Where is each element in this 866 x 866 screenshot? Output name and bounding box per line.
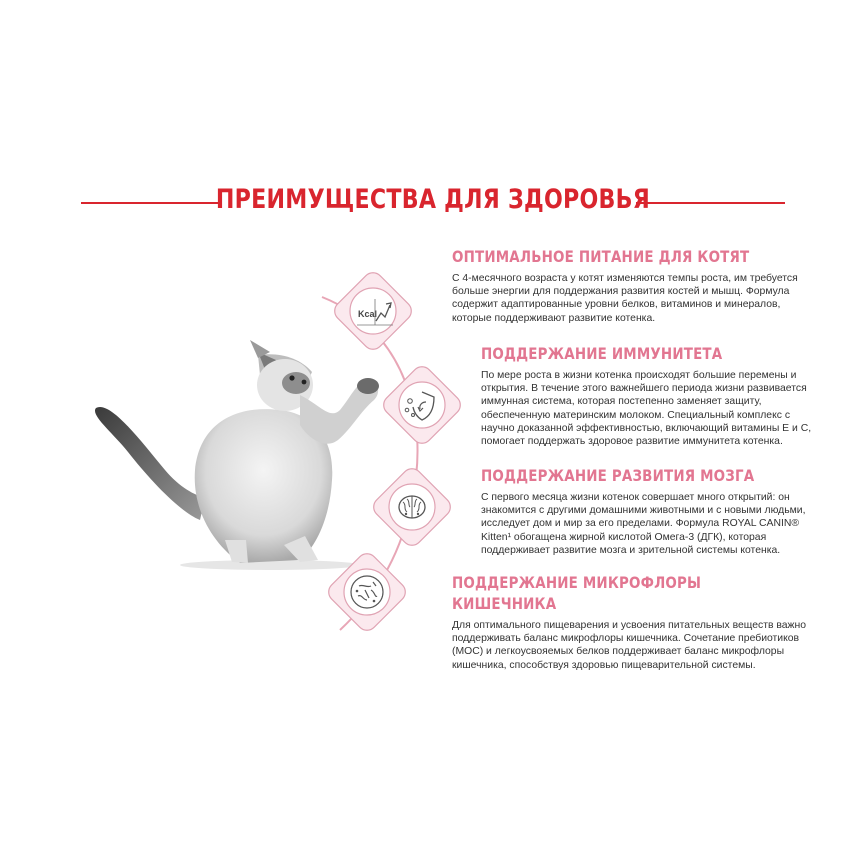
benefit-immunity — [481, 343, 811, 448]
body-line: По мере роста в жизни котенка происходят большие перемены и — [481, 370, 797, 381]
body-line: научно доказанной эффективностью, включающий витамины Е и С, — [481, 422, 812, 434]
body-line: знакомится с другими домашними животными и с новыми людьми, — [481, 505, 806, 517]
body-line: (МОС) и легкоусвояемых белков поддерживает баланс микрофлоры — [452, 646, 785, 658]
body-line: иммунная система, которая постепенно заменяет защиту, — [481, 396, 762, 408]
body-line: исследует дом и мир за его пределами. Формула ROYAL CANIN® — [481, 518, 800, 530]
benefit-microflora — [452, 572, 806, 672]
body-line: обеспеченную материнским молоком. Специальный комплекс с — [481, 409, 791, 421]
benefit-heading: ОПТИМАЛЬНОЕ ПИТАНИЕ ДЛЯ КОТЯТ — [452, 247, 750, 266]
kcal-growth-icon — [331, 269, 416, 354]
benefit-nutrition — [452, 246, 806, 325]
benefit-heading: ПОДДЕРЖАНИЕ ИММУНИТЕТА — [481, 344, 723, 363]
benefit-body — [481, 491, 806, 557]
body-line: помогает поддержать здоровое развитие иммунитета котенка. — [481, 436, 783, 448]
body-line: С первого месяца жизни котенок совершает много открытий: он — [481, 492, 790, 503]
benefit-brain — [481, 465, 806, 557]
body-line: больше энергии для поддержания развития костей и мышц. Формула — [452, 286, 790, 298]
page-title: ПРЕИМУЩЕСТВА ДЛЯ ЗДОРОВЬЯ — [215, 184, 651, 215]
immune-shield-icon — [380, 363, 465, 448]
body-line: С 4-месячного возраста у котят изменяются темпы роста, им требуется — [452, 273, 798, 284]
body-line: которые поддерживают развитие котенка. — [452, 312, 656, 324]
benefit-body — [452, 272, 806, 325]
body-line: содержит адаптированные уровни белков, витаминов и минералов, — [452, 299, 781, 311]
brain-icon — [370, 465, 455, 550]
kcal-icon-label: Kcal — [358, 309, 378, 319]
kitten-photo — [95, 340, 379, 570]
body-line: Для оптимального пищеварения и усвоения питательных веществ важно — [452, 620, 807, 631]
body-line: Kitten¹ обогащена жирной кислотой Омега-3 (ДГК), которая — [481, 531, 767, 543]
benefit-heading-line2: КИШЕЧНИКА — [452, 594, 557, 613]
benefit-heading: ПОДДЕРЖАНИЕ МИКРОФЛОРЫ — [452, 573, 702, 592]
body-line: кишечника, способствуя здоровью пищеварительной системы. — [452, 659, 756, 671]
body-line: поддерживает развитие мозга и зрительной системы котенка. — [481, 544, 781, 556]
benefit-body — [481, 369, 811, 448]
body-line: поддерживать баланс микрофлоры кишечника. Сочетание пребиотиков — [452, 633, 800, 645]
body-line: открытия. В течение этого важнейшего периода жизни развивается — [481, 383, 807, 395]
benefit-body — [452, 619, 806, 672]
benefit-heading: ПОДДЕРЖАНИЕ РАЗВИТИЯ МОЗГА — [481, 466, 755, 485]
